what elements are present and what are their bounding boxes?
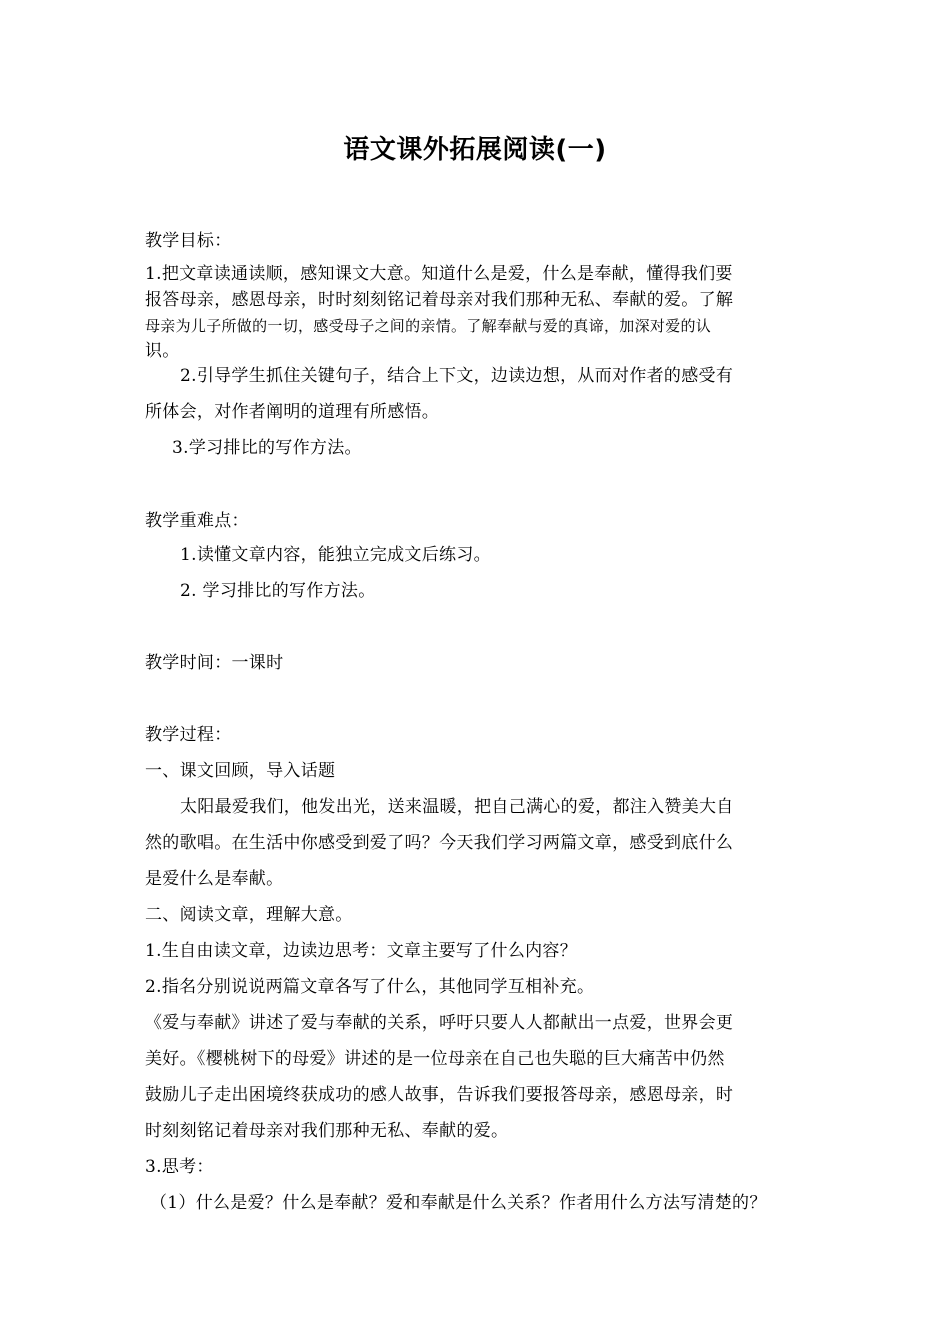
text-line: 3.思考： (145, 1157, 214, 1177)
text-line: 鼓励儿子走出困境终获成功的感人故事，告诉我们要报答母亲，感恩母亲，时 (145, 1085, 734, 1105)
text-line: 母亲为儿子所做的一切，感受母子之间的亲情。了解奉献与爱的真谛，加深对爱的认 (145, 317, 712, 335)
text-line: 太阳最爱我们，他发出光，送来温暖，把自己满心的爱，都注入赞美大自 (180, 797, 734, 817)
text-line: 《爱与奉献》讲述了爱与奉献的关系，呼吁只要人人都献出一点爱，世界会更 (145, 1013, 734, 1033)
text-line: 1.生自由读文章，边读边思考：文章主要写了什么内容？ (145, 941, 578, 961)
text-line: 美好。《樱桃树下的母爱》讲述的是一位母亲在自己也失聪的巨大痛苦中仍然 (145, 1049, 725, 1069)
text-line: 3.学习排比的写作方法。 (172, 438, 362, 458)
text-line: 教学重难点： (145, 511, 249, 531)
text-line: 教学时间：一课时 (145, 653, 284, 673)
text-line: 一、课文回顾，导入话题 (145, 761, 336, 781)
text-line: （1）什么是爱？什么是奉献？爱和奉献是什么关系？作者用什么方法写清楚的？ (150, 1193, 767, 1213)
text-line: 报答母亲，感恩母亲，时时刻刻铭记着母亲对我们那种无私、奉献的爱。了解 (145, 290, 734, 310)
text-line: 2.引导学生抓住关键句子，结合上下文，边读边想，从而对作者的感受有 (180, 366, 734, 386)
text-line: 然的歌唱。在生活中你感受到爱了吗？今天我们学习两篇文章，感受到底什么 (145, 833, 734, 853)
text-line: 1.读懂文章内容，能独立完成文后练习。 (180, 545, 491, 565)
text-line: 是爱什么是奉献。 (145, 869, 284, 889)
text-line: 教学目标： (145, 231, 232, 251)
text-line: 教学过程： (145, 725, 232, 745)
text-line: 二、阅读文章，理解大意。 (145, 905, 353, 925)
text-line: 所体会，对作者阐明的道理有所感悟。 (145, 402, 440, 422)
text-line: 2. 学习排比的写作方法。 (180, 581, 376, 601)
text-line: 2.指名分别说说两篇文章各写了什么，其他同学互相补充。 (145, 977, 595, 997)
text-line: 1.把文章读通读顺，感知课文大意。知道什么是爱，什么是奉献，懂得我们要 (145, 264, 733, 284)
document-title: 语文课外拓展阅读(一) (343, 135, 607, 165)
text-line: 识。 (145, 341, 180, 361)
text-line: 时刻刻铭记着母亲对我们那种无私、奉献的爱。 (145, 1121, 509, 1141)
